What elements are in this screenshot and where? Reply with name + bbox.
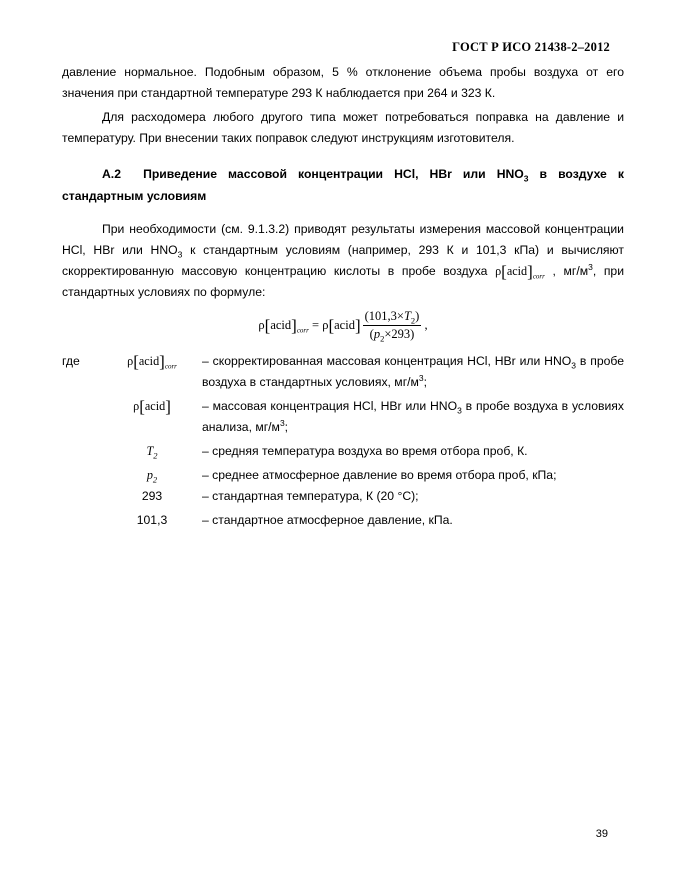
inline-symbol-rho-acid-corr: $\rho[acid]_{corr}$ [495, 262, 545, 282]
formula-equals: = [312, 318, 320, 333]
t-symbol: T [146, 444, 154, 459]
legend-row-temperature [62, 441, 624, 462]
desc-part-c: ; [284, 420, 289, 435]
legend-row-pressure [62, 465, 624, 486]
paragraph-3-subscript: 3 [177, 249, 183, 260]
section-number: А.2 [102, 167, 121, 181]
desc-subscript: 3 [457, 405, 462, 416]
desc-superscript: 3 [418, 373, 424, 384]
legend-desc-pressure: – среднее атмосферное давление во время отбора проб, кПа; [202, 468, 557, 483]
formula-comma: , [424, 318, 428, 333]
fraction-numerator [363, 309, 422, 326]
desc-subscript: 3 [571, 360, 576, 371]
legend-spacer [62, 396, 102, 438]
p-symbol: p [146, 468, 153, 483]
legend-symbol-rho-acid: ρ[acid] [133, 397, 171, 417]
p-subscript: 2 [380, 333, 385, 344]
paragraph-3-superscript: 3 [588, 262, 593, 273]
legend-desc-standard-temperature: – стандартная температура, К (20 °С); [202, 489, 419, 504]
acid-label: acid [506, 264, 528, 279]
legend-spacer [62, 465, 102, 486]
legend-symbol-293: 293 [141, 489, 163, 504]
p-subscript: 2 [152, 474, 158, 485]
acid-label: acid [138, 354, 160, 369]
denominator-text: ×293) [384, 327, 415, 342]
rho-symbol: ρ [127, 354, 134, 369]
paragraph-1: давление нормальное. Подобным образом, 5 % отклонение объема пробы воздуха от его значения при стандартной температуре 293 К наблюдается при 264 и 323 К. [62, 65, 624, 100]
legend-symbol-rho-acid-corr: $\rho[acid]_{corr}$ [127, 352, 177, 372]
paragraph-3-part-c: , мг/м [544, 264, 589, 279]
corr-subscript: corr [164, 362, 177, 371]
page-content [62, 62, 624, 531]
p-symbol: p [373, 327, 381, 342]
legend-symbol-t2 [102, 441, 202, 462]
legend-desc-standard-pressure: – стандартное атмосферное давление, кПа. [202, 513, 453, 528]
section-heading-a2 [62, 163, 624, 207]
legend-symbol-p2 [102, 465, 202, 486]
desc-part-a: – массовая концентрация HCl, HBr или HNO [202, 399, 458, 414]
formula-rhs-factor: ρ[acid] [322, 315, 361, 335]
legend-row-standard-pressure [62, 510, 624, 531]
symbol-legend [62, 351, 624, 531]
legend-symbol-101-3: 101,3 [136, 513, 168, 528]
legend-row-corrected-concentration [62, 351, 624, 393]
paragraph-3-part-d: , при стандартных условиях по формуле: [62, 264, 625, 300]
desc-superscript: 3 [279, 418, 285, 429]
paragraph-3 [62, 219, 624, 303]
legend-row-measured-concentration [62, 396, 624, 438]
desc-part-b: в пробе воздуха в стандартных условиях, мг/м [202, 354, 624, 390]
t-subscript: 2 [153, 450, 158, 461]
legend-row-standard-temperature [62, 486, 624, 507]
corr-subscript: corr [532, 272, 545, 281]
formula-lhs: $\rho[acid]_{corr}$ [258, 315, 309, 335]
formula-block [62, 309, 624, 349]
section-title-subscript: 3 [523, 173, 529, 184]
rho-symbol: ρ [133, 399, 140, 414]
desc-part-a: – скорректированная массовая концентрация HCl, HBr или HNO [202, 354, 572, 369]
numerator-text: (101,3× [364, 309, 404, 324]
paragraph-2: Для расходомера любого другого типа может потребоваться поправка на давление и температуру. При внесении таких поправок следуют инструкциям изготовителя. [62, 110, 624, 145]
legend-desc-measured-concentration [202, 396, 624, 438]
t-subscript: 2 [410, 315, 416, 326]
desc-part-c: ; [423, 375, 428, 390]
legend-desc-temperature: – средняя температура воздуха во время отбора проб, К. [202, 444, 528, 459]
acid-label: acid [144, 399, 166, 414]
where-label: где [62, 354, 80, 369]
rho-symbol: ρ [495, 264, 502, 279]
legend-desc-corrected-concentration [202, 351, 624, 393]
rho-symbol: ρ [258, 317, 265, 332]
document-id-header: ГОСТ Р ИСО 21438-2–2012 [452, 40, 610, 54]
fraction-denominator [370, 326, 415, 342]
legend-spacer [62, 486, 102, 507]
t-symbol: T [403, 309, 411, 324]
numerator-close: ) [415, 309, 420, 324]
corr-subscript: corr [296, 326, 309, 335]
paragraph-3-part-a: При необходимости (см. 9.1.3.2) приводят результаты измерения массовой концентрации HCl, HBr или HNO [62, 222, 624, 258]
page-number: 39 [595, 828, 608, 840]
correction-formula [258, 309, 427, 342]
legend-spacer [62, 441, 102, 462]
denominator-open: ( [369, 327, 374, 342]
section-title-part2: в воздухе к стандартным условиям [62, 167, 624, 203]
rho-symbol: ρ [322, 317, 329, 332]
desc-part-b: в пробе воздуха в условиях анализа, мг/м [202, 399, 624, 435]
paragraph-3-part-b: к стандартным условиям (например, 293 К и 101,3 кПа) и вычисляют скорректированную массовую концентрацию кислоты в пробе воздуха [62, 243, 624, 279]
section-title-part1: Приведение массовой концентрации HCl, HBr или HNO [143, 167, 524, 181]
acid-label: acid [270, 317, 292, 332]
acid-label: acid [334, 317, 355, 332]
legend-spacer [62, 510, 102, 531]
formula-fraction [363, 309, 422, 342]
